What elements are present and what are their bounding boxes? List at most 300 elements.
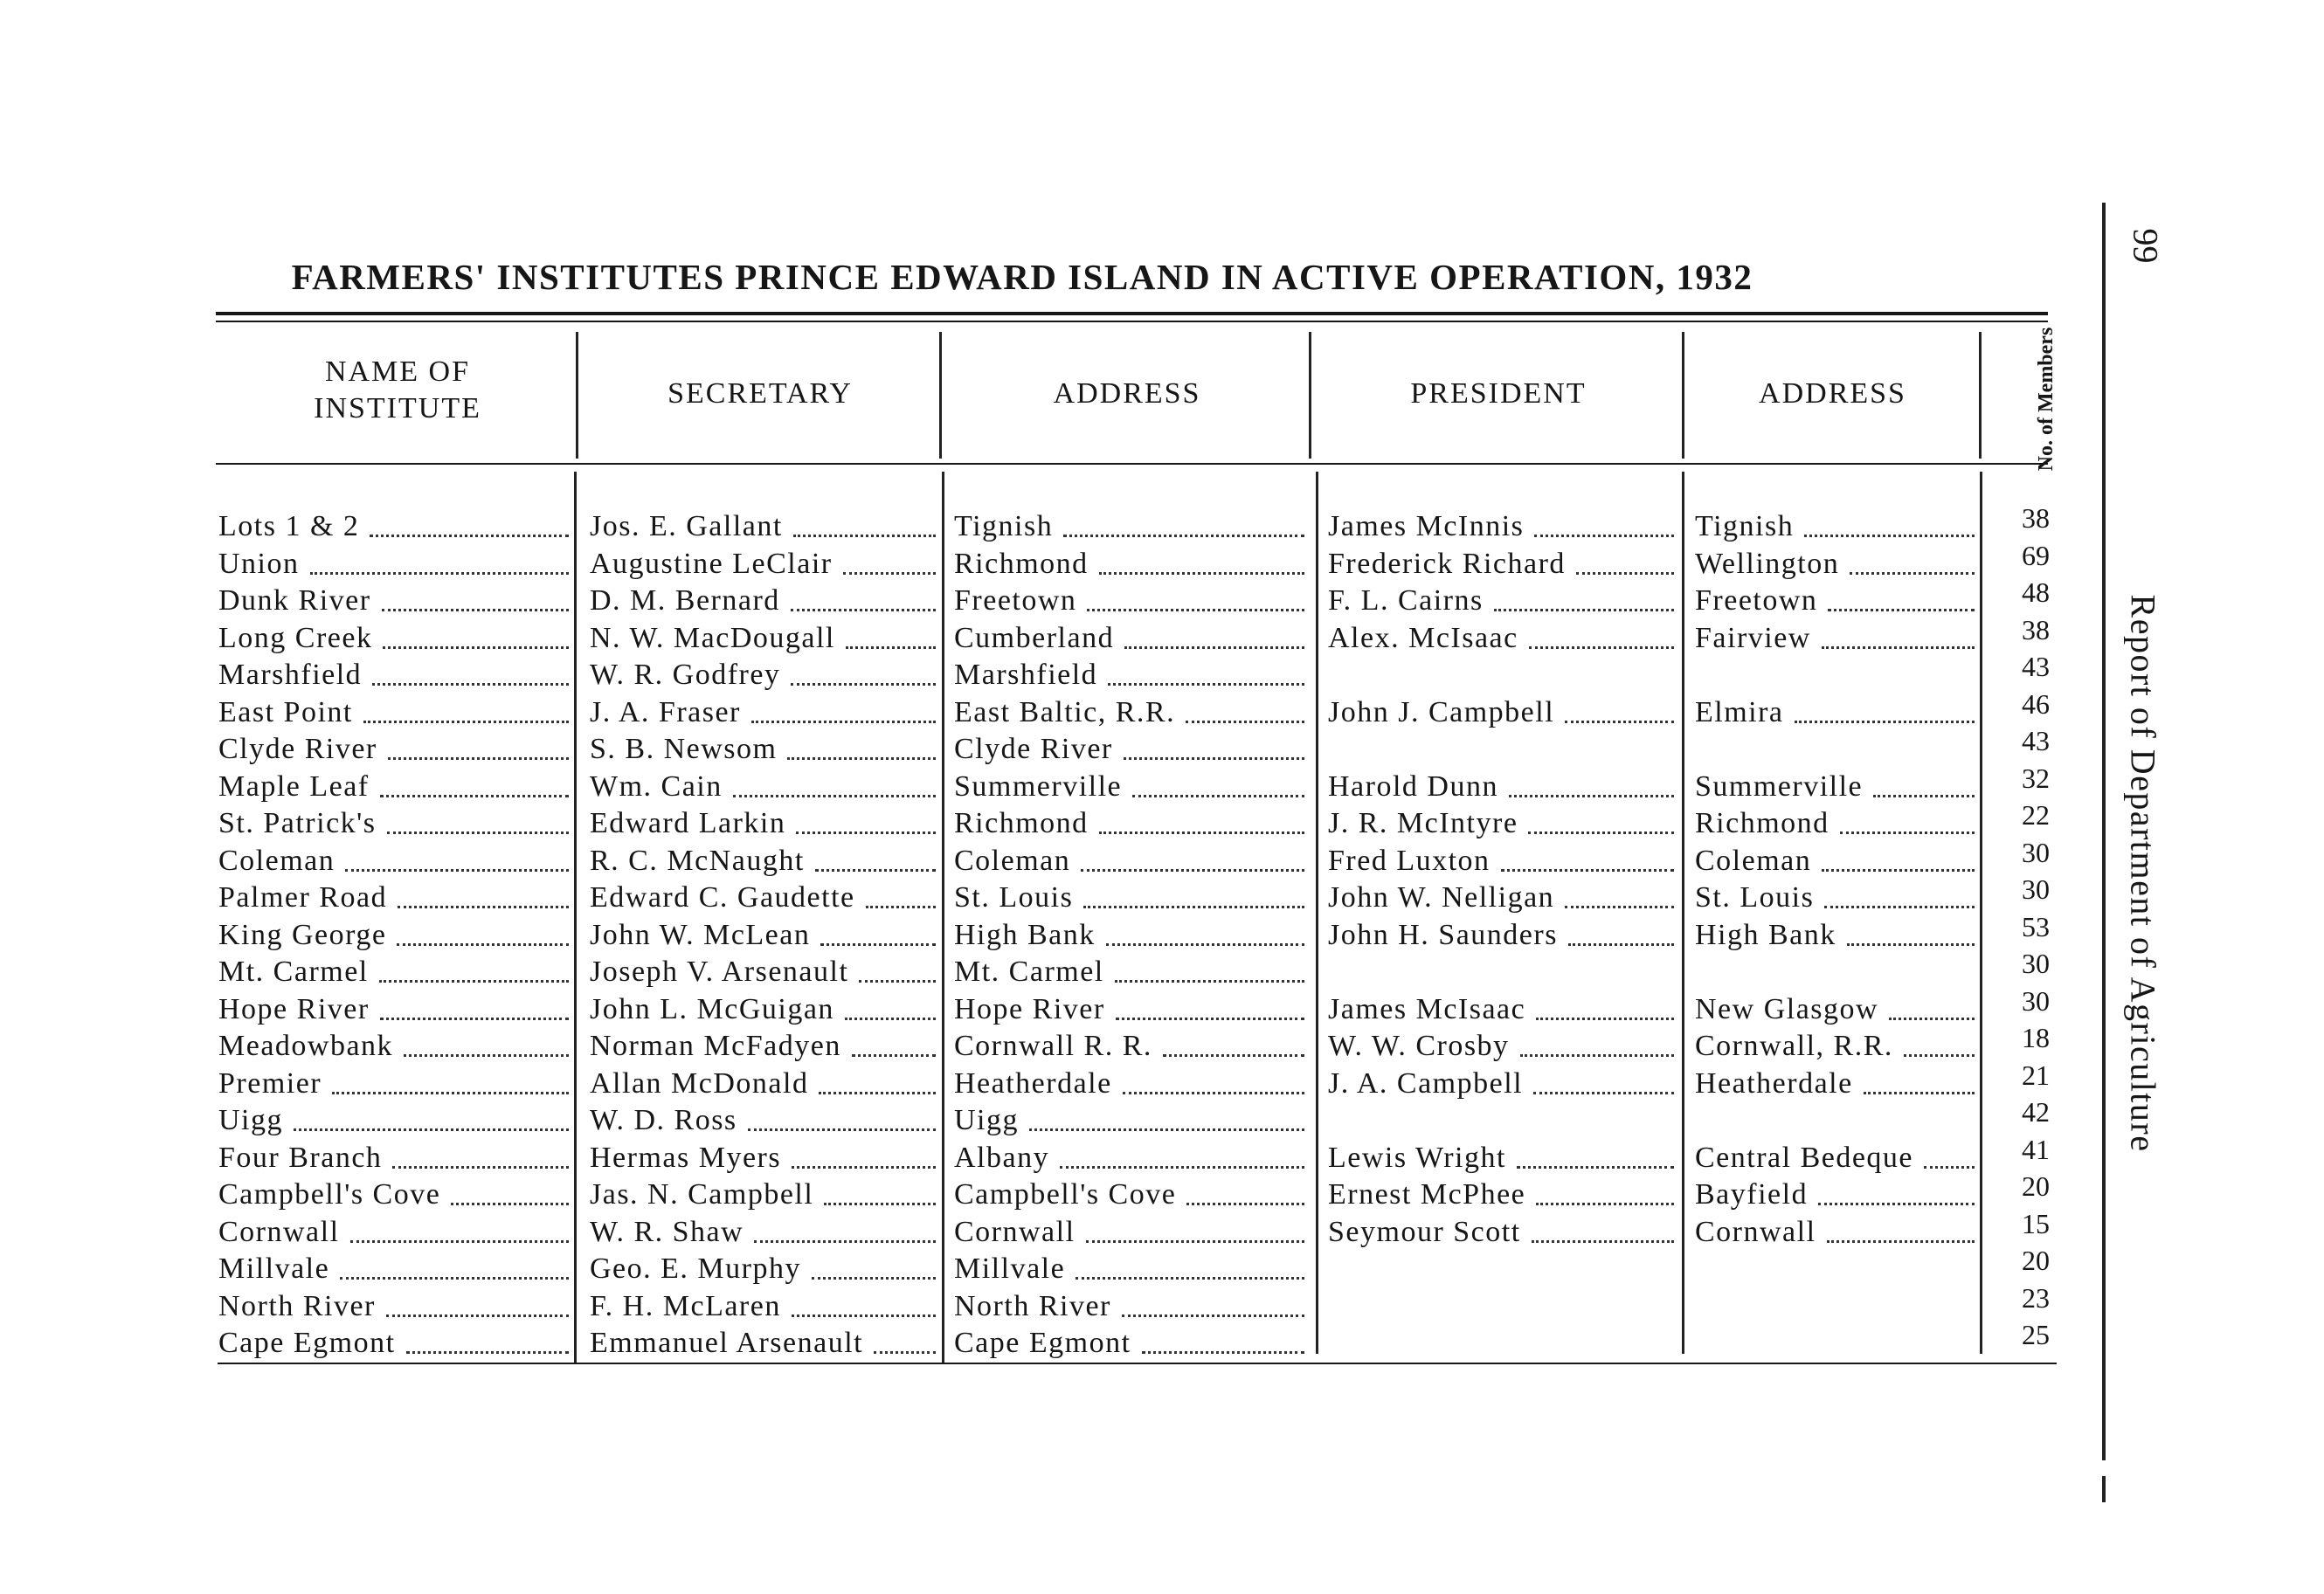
cell-address2 (1695, 805, 1978, 842)
institute-text: St. Patrick's (218, 807, 377, 839)
cell-address (954, 620, 1308, 657)
dot-leader (1536, 1018, 1674, 1020)
secretary-text: Emmanuel Arsenault (590, 1327, 864, 1359)
table-row (0, 1245, 2097, 1287)
cell-address (954, 1251, 1308, 1287)
table-row (0, 873, 2097, 916)
cell-secretary (590, 583, 939, 619)
address2-text: Heatherdale (1695, 1066, 1853, 1100)
dot-leader (733, 795, 936, 797)
table-row (0, 651, 2097, 693)
cell-president (1328, 1177, 1677, 1213)
dot-leader (1873, 795, 1975, 797)
header-members (2011, 327, 2081, 472)
institute-text: Clyde River (218, 733, 377, 765)
dot-leader (1850, 572, 1975, 575)
cell-address (954, 1325, 1308, 1362)
table-row (0, 502, 2097, 545)
running-title: Report of Department of Agriculture (2123, 594, 2163, 1153)
dot-leader (1804, 535, 1975, 537)
cell-members: 48 (2022, 576, 2050, 608)
cell-secretary (590, 880, 939, 916)
dot-leader (1529, 646, 1674, 649)
address-text: Mt. Carmel (954, 956, 1104, 988)
secretary-text: N. W. MacDougall (590, 621, 835, 654)
dot-leader (796, 832, 936, 834)
cell-address (954, 694, 1308, 731)
president-text: Frederick Richard (1328, 547, 1566, 580)
president-text: F. L. Cairns (1328, 584, 1484, 617)
dot-leader (1822, 646, 1975, 649)
cell-members: 20 (2022, 1170, 2050, 1202)
cell-members: 43 (2022, 651, 2050, 682)
address-text: Albany (954, 1141, 1050, 1174)
column-divider (1682, 332, 1684, 459)
cell-members: 43 (2022, 725, 2050, 756)
cell-institute (218, 1177, 572, 1213)
cell-members: 22 (2022, 799, 2050, 831)
cell-institute (218, 1140, 572, 1177)
cell-institute (218, 917, 572, 954)
cell-president (1328, 620, 1677, 657)
cell-address2 (1695, 769, 1978, 805)
institute-text: East Point (218, 695, 353, 728)
secretary-text: D. M. Bernard (590, 584, 780, 617)
address-text: Uigg (954, 1104, 1019, 1136)
dot-leader (852, 1054, 936, 1057)
cell-institute (218, 508, 572, 545)
cell-secretary (590, 1177, 939, 1213)
dot-leader (1186, 1203, 1304, 1205)
address-text: St. Louis (954, 881, 1074, 914)
secretary-text: Jos. E. Gallant (590, 510, 783, 542)
address-text: Cumberland (954, 621, 1115, 654)
cell-secretary (590, 769, 939, 805)
cell-secretary (590, 1028, 939, 1065)
president-text: Fred Luxton (1328, 844, 1491, 877)
address-text: Cornwall R. R. (954, 1030, 1152, 1062)
dot-leader (1565, 721, 1674, 723)
dot-leader (386, 1315, 569, 1317)
dot-leader (748, 1128, 936, 1131)
cell-institute (218, 1214, 572, 1251)
dot-leader (1795, 721, 1975, 723)
address2-text: Fairview (1695, 621, 1811, 654)
institute-text: Cornwall (218, 1215, 340, 1248)
dot-leader (1534, 535, 1674, 537)
dot-leader (1132, 795, 1304, 797)
dot-leader (866, 906, 936, 908)
address-text: Summerville (954, 769, 1123, 803)
cell-address2 (1695, 546, 1978, 583)
table-row (0, 799, 2097, 842)
table-row (0, 1096, 2097, 1139)
table-row (0, 948, 2097, 990)
cell-secretary (590, 991, 939, 1028)
cell-institute (218, 731, 572, 768)
cell-institute (218, 1028, 572, 1065)
table-row (0, 539, 2097, 583)
table-row (0, 1281, 2097, 1325)
column-divider (1309, 332, 1311, 459)
cell-secretary (590, 805, 939, 842)
cell-secretary (590, 1102, 939, 1139)
dot-leader (815, 869, 936, 872)
cell-address (954, 1288, 1308, 1325)
page-number: 99 (2126, 228, 2166, 264)
dot-leader (1029, 1128, 1304, 1131)
president-text: Lewis Wright (1328, 1141, 1506, 1174)
table-row (0, 576, 2097, 619)
institute-text: Maple Leaf (218, 769, 370, 803)
cell-secretary (590, 843, 939, 880)
table-row (0, 1133, 2097, 1177)
cell-members: 25 (2022, 1319, 2050, 1350)
header-members-label: No. of Members (2035, 327, 2058, 472)
table-title: FARMERS' INSTITUTES PRINCE EDWARD ISLAND IN ACTIVE OPERATION, 1932 (291, 257, 1753, 297)
secretary-text: Jas. N. Campbell (590, 1178, 814, 1211)
secretary-text: Norman McFadyen (590, 1030, 841, 1062)
dot-leader (372, 683, 569, 686)
dot-leader (1124, 757, 1304, 760)
cell-address2 (1695, 1066, 1978, 1102)
address2-text: Elmira (1695, 695, 1784, 728)
institute-text: Cape Egmont (218, 1327, 396, 1359)
cell-institute (218, 1325, 572, 1362)
cell-institute (218, 657, 572, 693)
dot-leader (1528, 832, 1674, 834)
dot-leader (1076, 1277, 1304, 1280)
cell-address (954, 1102, 1308, 1139)
dot-leader (812, 1277, 936, 1280)
cell-president (1328, 805, 1677, 842)
dot-leader (388, 757, 569, 760)
cell-secretary (590, 1066, 939, 1102)
dot-leader (1509, 795, 1674, 797)
secretary-text: Augustine LeClair (590, 547, 833, 580)
cell-president (1328, 917, 1677, 954)
dot-leader (793, 535, 936, 537)
cell-institute (218, 954, 572, 990)
dot-leader (751, 721, 936, 723)
cell-members: 21 (2022, 1059, 2050, 1091)
president-text: John H. Saunders (1328, 918, 1558, 951)
cell-members: 30 (2022, 836, 2050, 868)
cell-secretary (590, 1325, 939, 1362)
table-row (0, 836, 2097, 880)
address2-text: St. Louis (1695, 881, 1815, 914)
dot-leader (294, 1128, 569, 1131)
address-text: North River (954, 1289, 1111, 1322)
cell-members: 30 (2022, 948, 2050, 979)
cell-members: 42 (2022, 1096, 2050, 1128)
institute-text: Four Branch (218, 1141, 383, 1174)
dot-leader (383, 646, 569, 649)
cell-address (954, 508, 1308, 545)
cell-address (954, 1066, 1308, 1102)
address-text: Cape Egmont (954, 1327, 1131, 1359)
dot-leader (1063, 535, 1304, 537)
column-divider (1979, 332, 1982, 459)
cell-address2 (1695, 843, 1978, 880)
table-row (0, 762, 2097, 805)
cell-president (1328, 694, 1677, 731)
dot-leader (1124, 646, 1304, 649)
secretary-text: Joseph V. Arsenault (590, 956, 849, 988)
dot-leader (1520, 1054, 1674, 1057)
address2-text: Bayfield (1695, 1178, 1809, 1211)
cell-institute (218, 694, 572, 731)
cell-secretary (590, 508, 939, 545)
dot-leader (1904, 1054, 1975, 1057)
dot-leader (332, 1092, 569, 1094)
cell-president (1328, 1140, 1677, 1177)
cell-institute (218, 1251, 572, 1287)
president-text: James McInnis (1328, 510, 1525, 542)
dot-leader (1565, 906, 1674, 908)
dot-leader (387, 832, 569, 834)
president-text: James McIsaac (1328, 992, 1526, 1025)
president-text: Harold Dunn (1328, 769, 1498, 803)
header-address-2: ADDRESS (1759, 377, 1906, 410)
cell-address (954, 657, 1308, 693)
header-bottom-rule (216, 463, 2048, 465)
cell-address (954, 917, 1308, 954)
cell-members: 32 (2022, 762, 2050, 794)
cell-address (954, 880, 1308, 916)
cell-secretary (590, 1214, 939, 1251)
cell-members: 30 (2022, 873, 2050, 905)
dot-leader (874, 1351, 936, 1354)
president-text: Alex. McIsaac (1328, 621, 1518, 654)
institute-text: Mt. Carmel (218, 956, 369, 988)
address2-text: Central Bedeque (1695, 1141, 1914, 1174)
cell-address2 (1695, 880, 1978, 916)
cell-address (954, 769, 1308, 805)
dot-leader (1840, 832, 1975, 834)
secretary-text: W. R. Godfrey (590, 659, 781, 691)
institute-text: Campbell's Cove (218, 1178, 441, 1211)
margin-rule (2102, 203, 2106, 1460)
cell-address2 (1695, 508, 1978, 545)
dot-leader (380, 795, 569, 797)
president-text: John J. Campbell (1328, 695, 1555, 728)
address2-text: Cornwall, R.R. (1695, 1030, 1893, 1062)
address-text: Richmond (954, 807, 1089, 839)
address-text: High Bank (954, 918, 1096, 951)
table-row (0, 613, 2097, 657)
dot-leader (824, 1203, 936, 1205)
dot-leader (363, 721, 569, 723)
address2-text: Freetown (1695, 584, 1818, 617)
secretary-text: S. B. Newsom (590, 733, 778, 765)
dot-leader (787, 757, 936, 760)
cell-address (954, 731, 1308, 768)
address-text: Marshfield (954, 659, 1098, 691)
dot-leader (1083, 906, 1304, 908)
cell-members: 53 (2022, 910, 2050, 942)
secretary-text: Hermas Myers (590, 1141, 782, 1174)
secretary-text: John L. McGuigan (590, 992, 834, 1025)
cell-secretary (590, 694, 939, 731)
cell-members: 38 (2022, 502, 2050, 534)
cell-address2 (1695, 1214, 1978, 1251)
dot-leader (380, 1018, 569, 1020)
cell-address2 (1695, 991, 1978, 1028)
address-text: Cornwall (954, 1215, 1076, 1248)
cell-institute (218, 843, 572, 880)
dot-leader (819, 1092, 936, 1094)
address-text: Clyde River (954, 733, 1113, 765)
institute-text: Millvale (218, 1252, 330, 1285)
dot-leader (1142, 1351, 1304, 1354)
institute-text: Dunk River (218, 584, 371, 617)
secretary-text: John W. McLean (590, 918, 811, 951)
cell-members: 46 (2022, 687, 2050, 720)
cell-members: 23 (2022, 1281, 2050, 1314)
institute-text: Long Creek (218, 621, 373, 654)
cell-president (1328, 769, 1677, 805)
cell-institute (218, 991, 572, 1028)
institute-text: Palmer Road (218, 881, 388, 914)
dot-leader (1186, 721, 1304, 723)
cell-institute (218, 1066, 572, 1102)
address2-text: Coleman (1695, 844, 1812, 877)
dot-leader (1924, 1166, 1975, 1169)
secretary-text: R. C. McNaught (590, 844, 805, 877)
address-text: Tignish (954, 510, 1054, 542)
dot-leader (1568, 943, 1674, 946)
cell-secretary (590, 546, 939, 583)
cell-president (1328, 1214, 1677, 1251)
address-text: Heatherdale (954, 1066, 1112, 1100)
president-text: Ernest McPhee (1328, 1178, 1526, 1211)
dot-leader (398, 906, 569, 908)
dot-leader (754, 1240, 936, 1243)
cell-president (1328, 546, 1677, 583)
dot-leader (1536, 1203, 1674, 1205)
dot-leader (345, 869, 569, 872)
cell-institute (218, 880, 572, 916)
dot-leader (1847, 943, 1975, 946)
table-row (0, 725, 2097, 768)
cell-secretary (590, 1140, 939, 1177)
address-text: Freetown (954, 584, 1077, 617)
institute-text: Hope River (218, 992, 370, 1025)
dot-leader (843, 572, 936, 575)
cell-address (954, 1214, 1308, 1251)
table-top-rule-thin (216, 321, 2048, 322)
dot-leader (1081, 869, 1304, 872)
address-text: Hope River (954, 992, 1105, 1025)
cell-institute (218, 546, 572, 583)
address2-text: High Bank (1695, 918, 1836, 951)
president-text: Seymour Scott (1328, 1215, 1521, 1248)
cell-president (1328, 1066, 1677, 1102)
cell-president (1328, 583, 1677, 619)
cell-address2 (1695, 917, 1978, 954)
cell-president (1328, 508, 1677, 545)
dot-leader (451, 1203, 569, 1205)
cell-president (1328, 880, 1677, 916)
table-top-rule (216, 312, 2048, 315)
cell-address (954, 805, 1308, 842)
cell-address2 (1695, 583, 1978, 619)
dot-leader (792, 1166, 936, 1169)
dot-leader (1824, 906, 1975, 908)
cell-address (954, 583, 1308, 619)
column-divider (576, 332, 578, 459)
cell-address2 (1695, 1177, 1978, 1213)
dot-leader (1864, 1092, 1975, 1094)
dot-leader (1818, 1203, 1975, 1205)
cell-president (1328, 991, 1677, 1028)
cell-institute (218, 620, 572, 657)
cell-address (954, 546, 1308, 583)
address2-text: Cornwall (1695, 1215, 1816, 1248)
cell-address (954, 954, 1308, 990)
president-text: J. A. Campbell (1328, 1066, 1524, 1100)
address-text: Millvale (954, 1252, 1066, 1285)
header-institute: NAME OF INSTITUTE (314, 355, 481, 424)
cell-institute (218, 1102, 572, 1139)
header-secretary: SECRETARY (667, 377, 853, 410)
address2-text: Richmond (1695, 807, 1829, 839)
cell-secretary (590, 657, 939, 693)
cell-members: 20 (2022, 1245, 2050, 1276)
dot-leader (820, 943, 936, 946)
dot-leader (791, 683, 936, 686)
cell-members: 30 (2022, 984, 2050, 1017)
dot-leader (792, 1315, 936, 1317)
table-row (0, 984, 2097, 1028)
dot-leader (1828, 609, 1975, 611)
institute-text: Coleman (218, 844, 335, 877)
dot-leader (1086, 1240, 1304, 1243)
dot-leader (379, 980, 569, 983)
cell-president (1328, 1028, 1677, 1065)
dot-leader (859, 980, 936, 983)
cell-secretary (590, 731, 939, 768)
dot-leader (340, 1277, 569, 1280)
address2-text: New Glasgow (1695, 992, 1879, 1025)
cell-members: 41 (2022, 1133, 2050, 1165)
institute-text: Union (218, 547, 300, 580)
secretary-text: J. A. Fraser (590, 695, 741, 728)
table-row (0, 1319, 2097, 1362)
header-address: ADDRESS (1053, 377, 1201, 410)
cell-institute (218, 805, 572, 842)
dot-leader (1822, 869, 1975, 872)
institute-text: Lots 1 & 2 (218, 510, 360, 542)
table-row (0, 1170, 2097, 1213)
dot-leader (1533, 1092, 1674, 1094)
dot-leader (1115, 980, 1304, 983)
dot-leader (1163, 1054, 1304, 1057)
cell-secretary (590, 620, 939, 657)
dot-leader (1576, 572, 1674, 575)
cell-address (954, 1177, 1308, 1213)
cell-secretary (590, 954, 939, 990)
address2-text: Tignish (1695, 510, 1795, 542)
table-row (0, 1207, 2097, 1251)
dot-leader (1060, 1166, 1304, 1169)
institute-text: North River (218, 1289, 376, 1322)
dot-leader (1827, 1240, 1975, 1243)
dot-leader (1889, 1018, 1975, 1020)
dot-leader (1099, 832, 1304, 834)
table-bottom-rule (218, 1363, 2057, 1364)
